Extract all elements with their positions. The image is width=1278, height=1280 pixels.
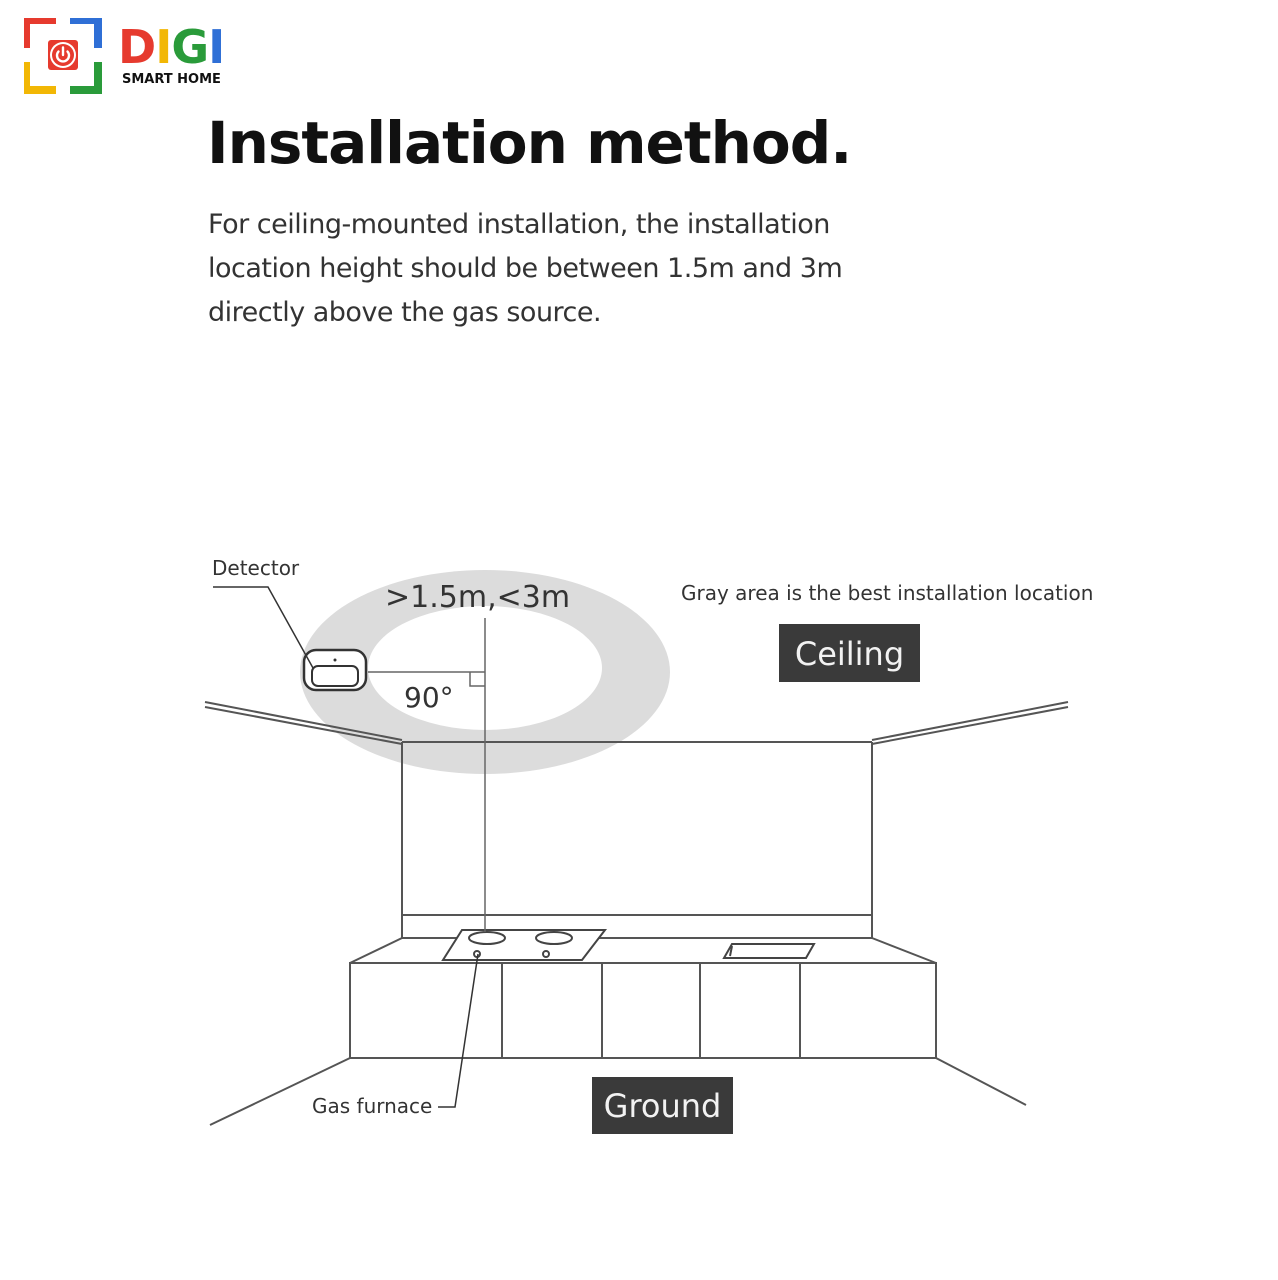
- ceiling-tag: [779, 624, 920, 682]
- detector-leader-line: [213, 587, 313, 668]
- gray-area-note: Gray area is the best installation location: [681, 581, 1094, 605]
- page-title: Installation method.: [207, 109, 852, 177]
- installation-diagram: [0, 520, 1278, 1200]
- angle-label: 90°: [404, 681, 454, 714]
- brand-letter: I: [208, 20, 225, 74]
- kitchen-counter: [350, 938, 936, 1058]
- logo-frame-icon: [24, 18, 104, 94]
- brand-tagline: SMART HOME: [122, 72, 221, 87]
- brand-letter: D: [118, 20, 156, 74]
- height-range-label: >1.5m,<3m: [385, 580, 571, 615]
- brand-letter: I: [155, 20, 172, 74]
- detector-device: [304, 650, 366, 690]
- detector-label: Detector: [212, 556, 300, 580]
- brand-letter: G: [171, 20, 209, 74]
- gas-stove: [443, 930, 605, 960]
- sink: [724, 944, 814, 958]
- ceiling-label: Ceiling: [794, 635, 905, 673]
- brand-logo: [24, 18, 234, 94]
- gas-furnace-label: Gas furnace: [312, 1094, 433, 1118]
- brand-name: [118, 20, 225, 74]
- ground-label: Ground: [603, 1087, 722, 1125]
- gas-furnace-leader-line: [438, 954, 478, 1107]
- description-text: For ceiling-mounted installation, the installation location height should be between 1.5m and 3m directly above the gas source.: [208, 209, 843, 328]
- ground-tag: [592, 1077, 733, 1134]
